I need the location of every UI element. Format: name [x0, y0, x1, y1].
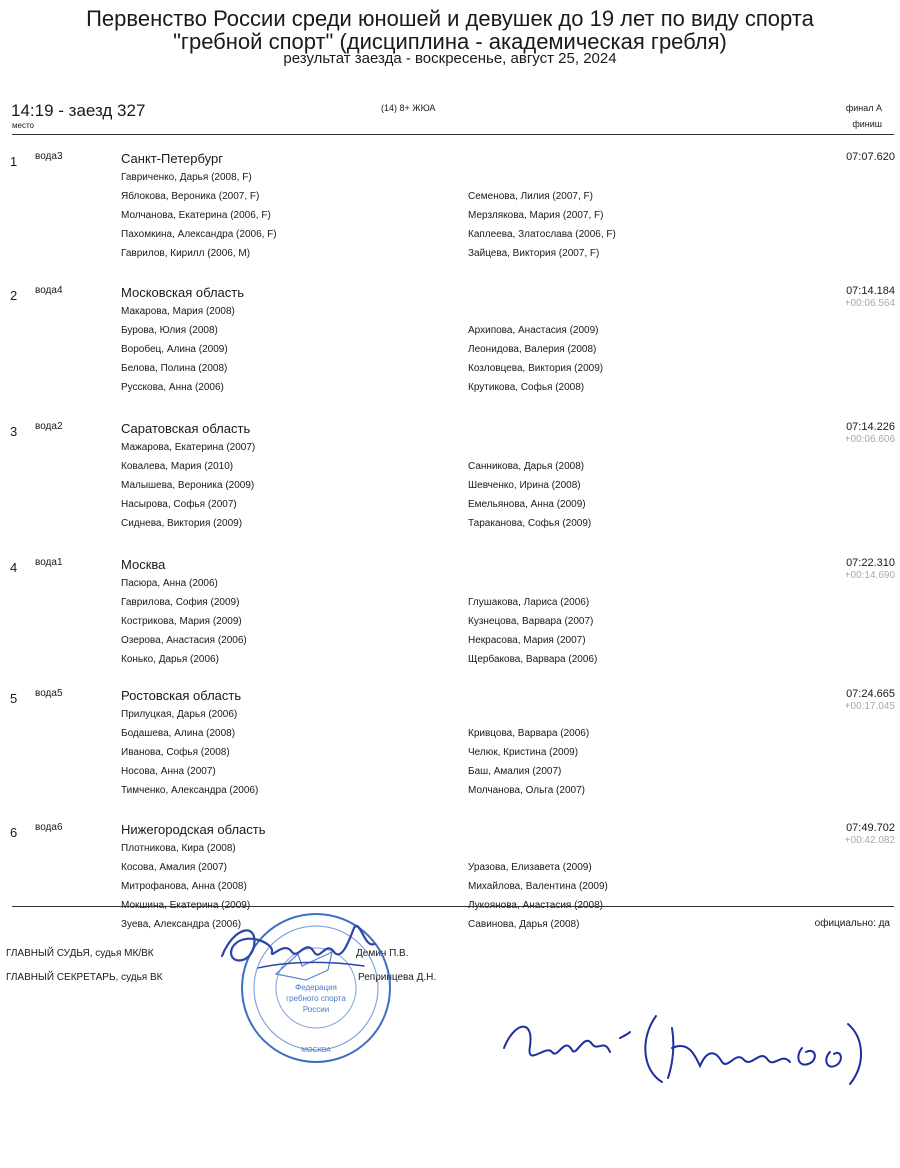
crew-member: Тимченко, Александра (2006) — [121, 785, 259, 796]
time-gap: +00:17.045 — [844, 701, 895, 712]
crew-member: Ковалева, Мария (2010) — [121, 461, 234, 472]
crew-member: Русскова, Анна (2006) — [121, 382, 224, 393]
handwritten-signature — [500, 1008, 880, 1090]
footer-divider — [12, 906, 894, 907]
header-title: Первенство России среди юношей и девушек до 19 лет по виду спорта — [86, 6, 814, 31]
chief-secretary-name: Репринцева Д.Н. — [358, 972, 437, 983]
crew-list-left — [121, 705, 258, 800]
result-date-line: результат заезда - воскресенье, август 25, 2024 — [283, 50, 617, 67]
header-divider — [12, 134, 894, 135]
team-name: Саратовская область — [121, 421, 251, 436]
crew-list-left — [121, 302, 235, 397]
crew-member: Воробец, Алина (2009) — [121, 344, 228, 355]
lane-label: вода2 — [35, 421, 63, 432]
crew-member: Сиднева, Виктория (2009) — [121, 518, 243, 529]
crew-member: Щербакова, Варвара (2006) — [468, 654, 598, 665]
crew-member: Мерзлякова, Мария (2007, F) — [468, 210, 604, 221]
crew-member: Козловцева, Виктория (2009) — [468, 363, 604, 374]
crew-member: Насырова, Софья (2007) — [121, 499, 237, 510]
crew-member: Иванова, Софья (2008) — [121, 747, 230, 758]
crew-member: Уразова, Елизавета (2009) — [468, 862, 592, 873]
lane-label: вода1 — [35, 557, 63, 568]
result-entry — [0, 688, 900, 828]
time-gap: +00:06.564 — [844, 298, 895, 309]
chief-judge-role: ГЛАВНЫЙ СУДЬЯ, судья МК/ВК — [6, 948, 154, 959]
crew-member: Архипова, Анастасия (2009) — [468, 325, 599, 336]
crew-member: Глушакова, Лариса (2006) — [468, 597, 590, 608]
crew-member: Молчанова, Ольга (2007) — [468, 785, 585, 796]
time-gap: +00:42.082 — [844, 835, 895, 846]
crew-member: Семенова, Лилия (2007, F) — [468, 191, 593, 202]
crew-member: Пахомкина, Александра (2006, F) — [121, 229, 277, 240]
official-status: официально: да — [814, 918, 890, 929]
place-column-label: место — [12, 121, 34, 130]
finish-time: 07:14.184 — [846, 285, 895, 297]
time-gap: +00:14.690 — [844, 570, 895, 581]
crew-member: Макарова, Мария (2008) — [121, 306, 235, 317]
crew-list-right — [468, 321, 603, 397]
chief-judge-signature — [214, 908, 384, 978]
crew-member: Пасюра, Анна (2006) — [121, 578, 218, 589]
crew-member: Баш, Амалия (2007) — [468, 766, 562, 777]
crew-member: Каплеева, Златослава (2006, F) — [468, 229, 616, 240]
chief-secretary-role: ГЛАВНЫЙ СЕКРЕТАРЬ, судья ВК — [6, 972, 163, 983]
finish-time: 07:49.702 — [846, 822, 895, 834]
crew-member: Зайцева, Виктория (2007, F) — [468, 248, 600, 259]
crew-member: Митрофанова, Анна (2008) — [121, 881, 247, 892]
lane-label: вода6 — [35, 822, 63, 833]
crew-list-left — [121, 574, 247, 669]
result-entry — [0, 285, 900, 425]
result-entry — [0, 151, 900, 291]
crew-list-right — [468, 187, 616, 263]
crew-member: Бурова, Юлия (2008) — [121, 325, 218, 336]
team-name: Ростовская область — [121, 688, 242, 703]
finish-time: 07:22.310 — [846, 557, 895, 569]
finish-column-label: финиш — [852, 119, 882, 129]
crew-member: Савинова, Дарья (2008) — [468, 919, 580, 930]
team-name: Санкт-Петербург — [121, 151, 223, 166]
crew-member: Плотникова, Кира (2008) — [121, 843, 236, 854]
crew-member: Тараканова, Софья (2009) — [468, 518, 592, 529]
heat-title: 14:19 - заезд 327 — [11, 101, 146, 120]
stamp-text-line-3: России — [302, 1005, 330, 1014]
crew-list-right — [468, 457, 591, 533]
final-label: финал А — [845, 103, 882, 113]
team-name: Нижегородская область — [121, 822, 266, 837]
stamp-city: МОСКВА — [301, 1047, 331, 1054]
chief-judge-name: Демин П.В. — [356, 948, 409, 959]
crew-member: Гаврилов, Кирилл (2006, M) — [121, 248, 251, 259]
crew-list-right — [468, 724, 589, 800]
rank-number: 3 — [10, 424, 18, 439]
rank-number: 5 — [10, 691, 18, 706]
crew-member: Бодашева, Алина (2008) — [121, 728, 236, 739]
crew-member: Кузнецова, Варвара (2007) — [468, 616, 594, 627]
crew-member: Кострикова, Мария (2009) — [121, 616, 242, 627]
crew-member: Крутикова, Софья (2008) — [468, 382, 585, 393]
crew-member: Леонидова, Валерия (2008) — [468, 344, 597, 355]
finish-time: 07:14.226 — [846, 421, 895, 433]
rank-number: 2 — [10, 288, 18, 303]
crew-member: Санникова, Дарья (2008) — [468, 461, 585, 472]
team-name: Московская область — [121, 285, 245, 300]
crew-member: Озерова, Анастасия (2006) — [121, 635, 247, 646]
stamp-text-line-1: Федерация — [295, 983, 337, 992]
team-name: Москва — [121, 557, 166, 572]
crew-member: Шевченко, Ирина (2008) — [468, 480, 581, 491]
crew-list-left — [121, 438, 255, 533]
crew-member: Молчанова, Екатерина (2006, F) — [121, 210, 271, 221]
crew-member: Косова, Амалия (2007) — [121, 862, 228, 873]
finish-time: 07:24.665 — [846, 688, 895, 700]
header-subtitle: "гребной спорт" (дисциплина - академическая гребля) — [173, 29, 727, 54]
crew-member: Кривцова, Варвара (2006) — [468, 728, 590, 739]
crew-member: Носова, Анна (2007) — [121, 766, 216, 777]
lane-label: вода3 — [35, 151, 63, 162]
crew-member: Михайлова, Валентина (2009) — [468, 881, 608, 892]
stamp-text-line-2: гребного спорта — [286, 994, 346, 1003]
crew-list-right — [468, 593, 597, 669]
crew-member: Лукоянова, Анастасия (2008) — [468, 900, 604, 911]
crew-member: Гавриченко, Дарья (2008, F) — [121, 172, 252, 183]
crew-member: Яблокова, Вероника (2007, F) — [121, 191, 260, 202]
crew-member: Белова, Полина (2008) — [121, 363, 228, 374]
crew-member: Емельянова, Анна (2009) — [468, 499, 586, 510]
crew-member: Прилуцкая, Дарья (2006) — [121, 709, 238, 720]
finish-time: 07:07.620 — [846, 151, 895, 163]
crew-list-left — [121, 168, 277, 263]
rank-number: 6 — [10, 825, 18, 840]
crew-list-right — [468, 858, 608, 934]
crew-member: Челюк, Кристина (2009) — [468, 747, 579, 758]
crew-member: Гаврилова, София (2009) — [121, 597, 240, 608]
crew-member: Мокшина, Екатерина (2009) — [121, 900, 251, 911]
crew-member: Мажарова, Екатерина (2007) — [121, 442, 256, 453]
crew-member: Зуева, Александра (2006) — [121, 919, 242, 930]
boat-class: (14) 8+ ЖЮА — [381, 103, 436, 113]
lane-label: вода5 — [35, 688, 63, 699]
lane-label: вода4 — [35, 285, 63, 296]
rank-number: 1 — [10, 154, 18, 169]
crew-member: Некрасова, Мария (2007) — [468, 635, 586, 646]
result-entry — [0, 421, 900, 561]
time-gap: +00:06.606 — [844, 434, 895, 445]
result-entry — [0, 822, 900, 962]
crew-member: Малышева, Вероника (2009) — [121, 480, 255, 491]
crew-member: Конько, Дарья (2006) — [121, 654, 219, 665]
result-entry — [0, 557, 900, 697]
rank-number: 4 — [10, 560, 18, 575]
